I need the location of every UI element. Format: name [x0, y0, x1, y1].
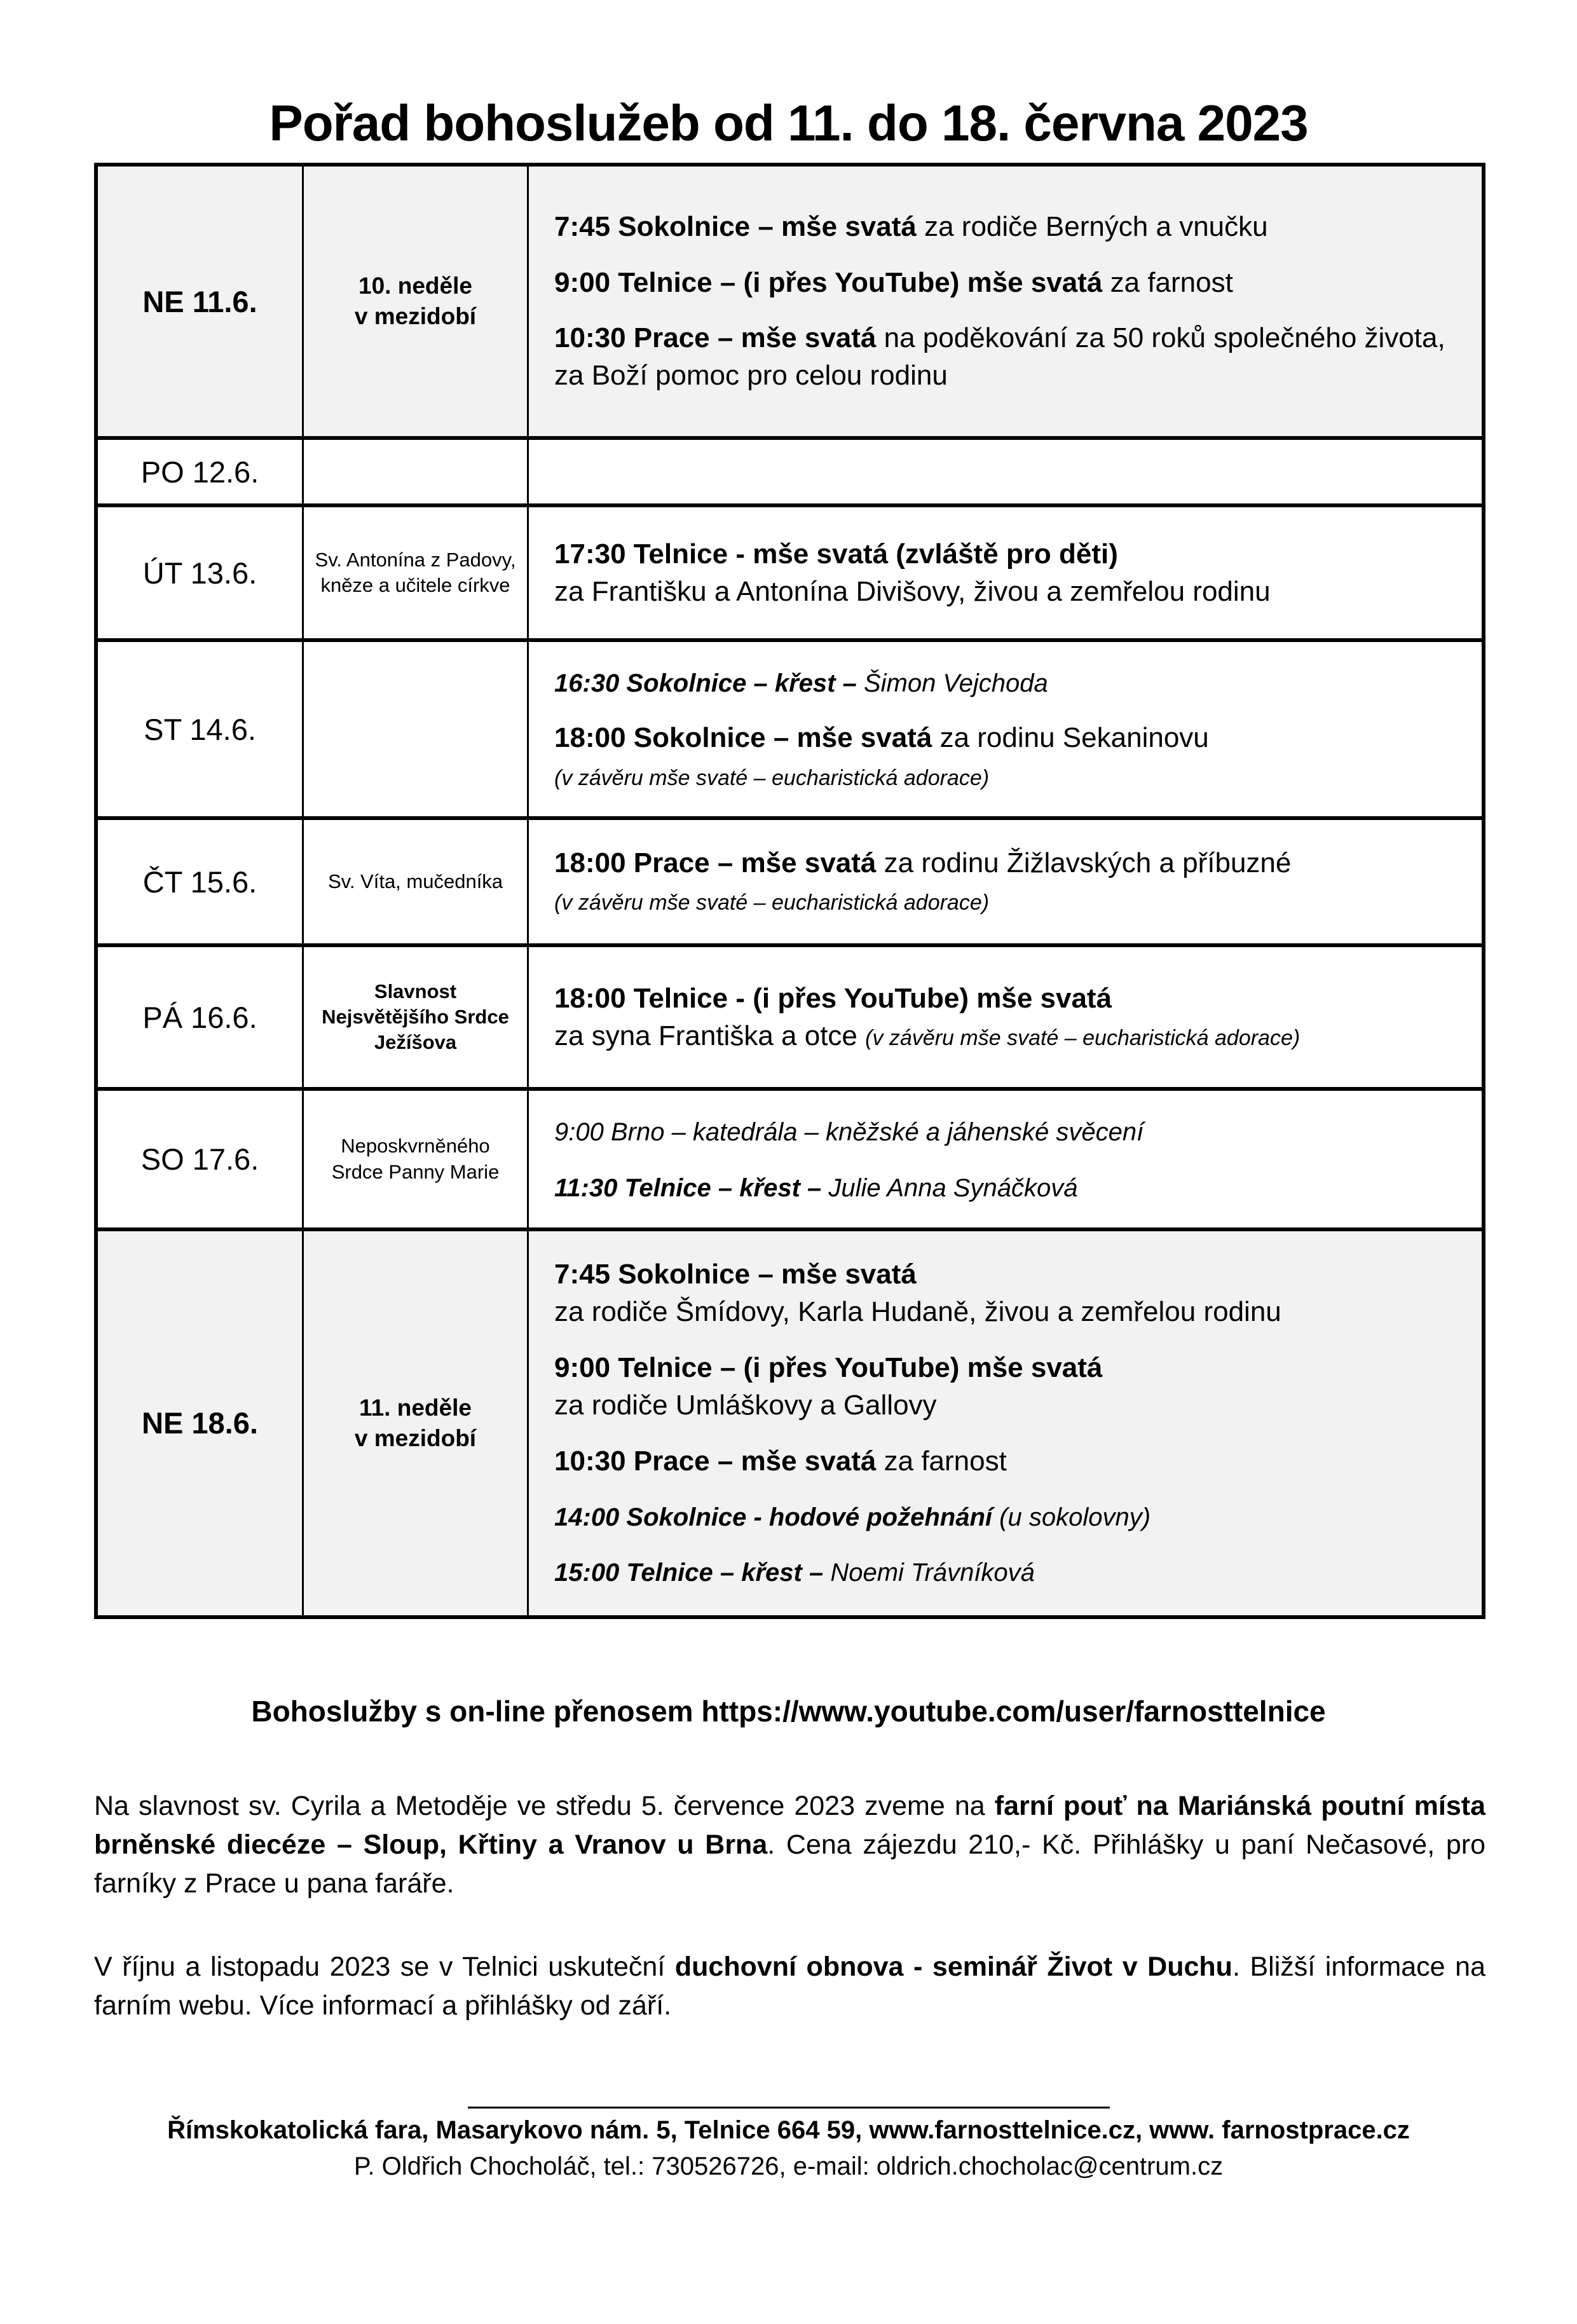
text-segment: 9:00 Brno – katedrála – kněžské a jáhenské svěcení	[554, 1118, 1144, 1147]
text-segment: duchovní obnova - seminář Život v Duchu	[674, 1951, 1232, 1983]
text-segment: 18:00 Prace – mše svatá	[554, 847, 884, 878]
text-segment: 18:00 Sokolnice – mše svatá	[554, 722, 940, 754]
feast-line: Sv. Antonína z Padovy,	[315, 548, 516, 571]
service-entry	[554, 980, 1466, 1055]
day-cell: NE 11.6.	[98, 167, 304, 436]
service-line	[554, 1442, 1466, 1480]
feast-line: 11. neděle	[359, 1394, 472, 1421]
feast-line: Srdce Panny Marie	[331, 1160, 500, 1183]
text-segment: 11:30 Telnice – křest –	[554, 1173, 829, 1202]
day-cell: PO 12.6.	[98, 440, 304, 503]
text-segment: 18:00 Telnice - (i přes YouTube) mše svatá	[554, 982, 1112, 1014]
service-line	[554, 1112, 1466, 1150]
text-segment: Noemi Trávníková	[830, 1559, 1035, 1587]
text-segment: . Bližší informace na farním webu. Více informací a přihlášky od září.	[94, 1951, 1485, 2021]
service-line	[554, 882, 1466, 919]
service-line	[554, 1349, 1466, 1386]
feast-cell	[304, 820, 529, 943]
service-entry	[554, 208, 1466, 245]
text-segment: (u sokolovny)	[999, 1503, 1151, 1532]
announcement-pilgrimage	[94, 1787, 1485, 1903]
service-entry	[554, 1553, 1466, 1590]
text-segment: za rodiče Šmídovy, Karla Hudaně, živou a zemřelou rodinu	[554, 1296, 1281, 1328]
day-cell: ÚT 13.6.	[98, 507, 304, 638]
service-entry	[554, 319, 1466, 395]
day-cell: ČT 15.6.	[98, 820, 304, 943]
feast-cell	[304, 167, 529, 436]
text-segment: V říjnu a listopadu 2023 se v Telnici uskuteční	[94, 1951, 675, 1983]
services-cell	[529, 820, 1482, 943]
service-line	[554, 980, 1466, 1017]
text-segment: (v závěru mše svaté – eucharistická adorace)	[554, 891, 990, 915]
service-line	[554, 264, 1466, 301]
table-row	[98, 503, 1482, 638]
online-streaming-note: Bohoslužby s on-line přenosem https://www.youtube.com/user/farnosttelnice	[251, 1694, 1326, 1728]
feast-line: Neposkvrněného	[341, 1135, 490, 1158]
text-segment: za rodiče Berných a vnučku	[924, 211, 1268, 243]
footer-contact: P. Oldřich Chocholáč, tel.: 730526726, e-mail: oldrich.chocholac@centrum.cz	[353, 2152, 1224, 2181]
services-cell	[529, 167, 1482, 436]
text-segment: za rodinu Sekaninovu	[939, 722, 1209, 754]
day-cell: PÁ 16.6.	[98, 947, 304, 1087]
feast-line: v mezidobí	[354, 1425, 477, 1451]
text-segment: 10:30 Prace – mše svatá	[554, 322, 884, 353]
text-segment: na poděkování za 50 roků společného života, za Boží pomoc pro celou rodinu	[554, 322, 1445, 392]
text-segment: 9:00 Telnice – (i přes YouTube) mše svatá	[554, 1351, 1103, 1383]
text-segment: za Františku a Antonína Divišovy, živou a zemřelou rodinu	[554, 576, 1271, 607]
service-entry	[554, 1442, 1466, 1480]
text-segment: 14:00 Sokolnice - hodové požehnání	[554, 1503, 1000, 1532]
services-cell	[529, 642, 1482, 816]
service-entry	[554, 1112, 1466, 1150]
services-cell	[529, 1091, 1482, 1227]
text-segment: 9:00 Telnice – (i přes YouTube) mše svatá	[554, 266, 1110, 298]
service-entry	[554, 1498, 1466, 1535]
service-line	[554, 1168, 1466, 1206]
text-segment: za rodinu Žižlavských a příbuzné	[884, 847, 1292, 878]
feast-line: Sv. Víta, mučedníka	[327, 870, 503, 893]
text-segment: 10:30 Prace – mše svatá	[554, 1445, 884, 1477]
text-segment: 16:30 Sokolnice – křest –	[554, 669, 864, 697]
feast-cell	[304, 1231, 529, 1615]
announcement-seminar	[94, 1948, 1485, 2025]
text-segment: Šimon Vejchoda	[863, 669, 1048, 697]
service-entry	[554, 1168, 1466, 1206]
text-segment: 15:00 Telnice – křest –	[554, 1559, 831, 1587]
text-segment: (v závěru mše svaté – eucharistická adorace)	[865, 1026, 1301, 1051]
service-line	[554, 1553, 1466, 1590]
service-entry	[554, 844, 1466, 920]
services-cell	[529, 507, 1482, 638]
service-line	[554, 719, 1466, 756]
day-cell: ST 14.6.	[98, 642, 304, 816]
service-entry	[554, 664, 1466, 701]
services-cell	[529, 947, 1482, 1087]
text-segment: 17:30 Telnice - mše svatá (zvláště pro děti)	[554, 538, 1118, 570]
day-cell: SO 17.6.	[98, 1091, 304, 1227]
text-segment: Na slavnost sv. Cyrila a Metoděje ve středu 5. července 2023 zveme na	[94, 1790, 995, 1821]
table-row	[98, 943, 1482, 1087]
text-segment: Julie Anna Synáčková	[828, 1173, 1078, 1202]
services-cell	[529, 1231, 1482, 1615]
service-line	[554, 208, 1466, 245]
table-row	[98, 167, 1482, 436]
feast-line: v mezidobí	[354, 303, 477, 329]
feast-cell	[304, 947, 529, 1087]
feast-line: Ježíšova	[374, 1031, 457, 1054]
table-row	[98, 1087, 1482, 1227]
service-line	[554, 1293, 1466, 1330]
feast-cell	[304, 1091, 529, 1227]
text-segment: za farnost	[1110, 266, 1233, 298]
feast-cell	[304, 440, 529, 503]
text-segment: farní pouť na Mariánská poutní místa brněnské diecéze – Sloup, Křtiny a Vranov u Brna	[94, 1790, 1485, 1860]
service-line	[554, 1386, 1466, 1424]
table-row	[98, 638, 1482, 816]
service-entry	[554, 719, 1466, 795]
service-line	[554, 1255, 1466, 1293]
page-title: Pořad bohoslužeb od 11. do 18. června 2023	[269, 95, 1308, 151]
mass-schedule-table	[94, 163, 1485, 1619]
footer-address: Římskokatolická fara, Masarykovo nám. 5, Telnice 664 59, www.farnosttelnice.cz, www. farnostprace.cz	[167, 2116, 1410, 2145]
table-row	[98, 816, 1482, 943]
text-segment: za rodiče Umláškovy a Gallovy	[554, 1390, 937, 1421]
feast-cell	[304, 642, 529, 816]
text-segment: 7:45 Sokolnice – mše svatá	[554, 1259, 917, 1290]
text-segment: za farnost	[884, 1445, 1007, 1477]
text-segment: za syna Františka a otce	[554, 1020, 866, 1052]
service-entry	[554, 1349, 1466, 1425]
feast-line: 10. neděle	[358, 272, 472, 299]
service-line	[554, 664, 1466, 701]
service-line	[554, 1498, 1466, 1535]
feast-line: kněze a učitele církve	[320, 574, 510, 596]
feast-cell	[304, 507, 529, 638]
service-line	[554, 757, 1466, 795]
text-segment: 7:45 Sokolnice – mše svatá	[554, 211, 925, 243]
service-line	[554, 844, 1466, 882]
service-line	[554, 319, 1466, 395]
feast-line: Slavnost	[374, 980, 457, 1002]
footer	[0, 2107, 1577, 2181]
service-line	[554, 535, 1466, 573]
service-line	[554, 1017, 1466, 1055]
service-entry	[554, 264, 1466, 301]
document-page	[0, 94, 1577, 2324]
service-entry	[554, 535, 1466, 611]
table-row	[98, 1227, 1482, 1615]
day-cell: NE 18.6.	[98, 1231, 304, 1615]
service-line	[554, 573, 1466, 610]
text-segment: . Cena zájezdu 210,- Kč. Přihlášky u paní Nečasové, pro farníky z Prace u pana faráře.	[94, 1829, 1485, 1899]
feast-line: Nejsvětějšího Srdce	[322, 1006, 509, 1029]
text-segment: (v závěru mše svaté – eucharistická adorace)	[554, 765, 990, 790]
table-row	[98, 436, 1482, 503]
footer-divider	[468, 2107, 1110, 2109]
services-cell	[529, 440, 1482, 503]
service-entry	[554, 1255, 1466, 1331]
